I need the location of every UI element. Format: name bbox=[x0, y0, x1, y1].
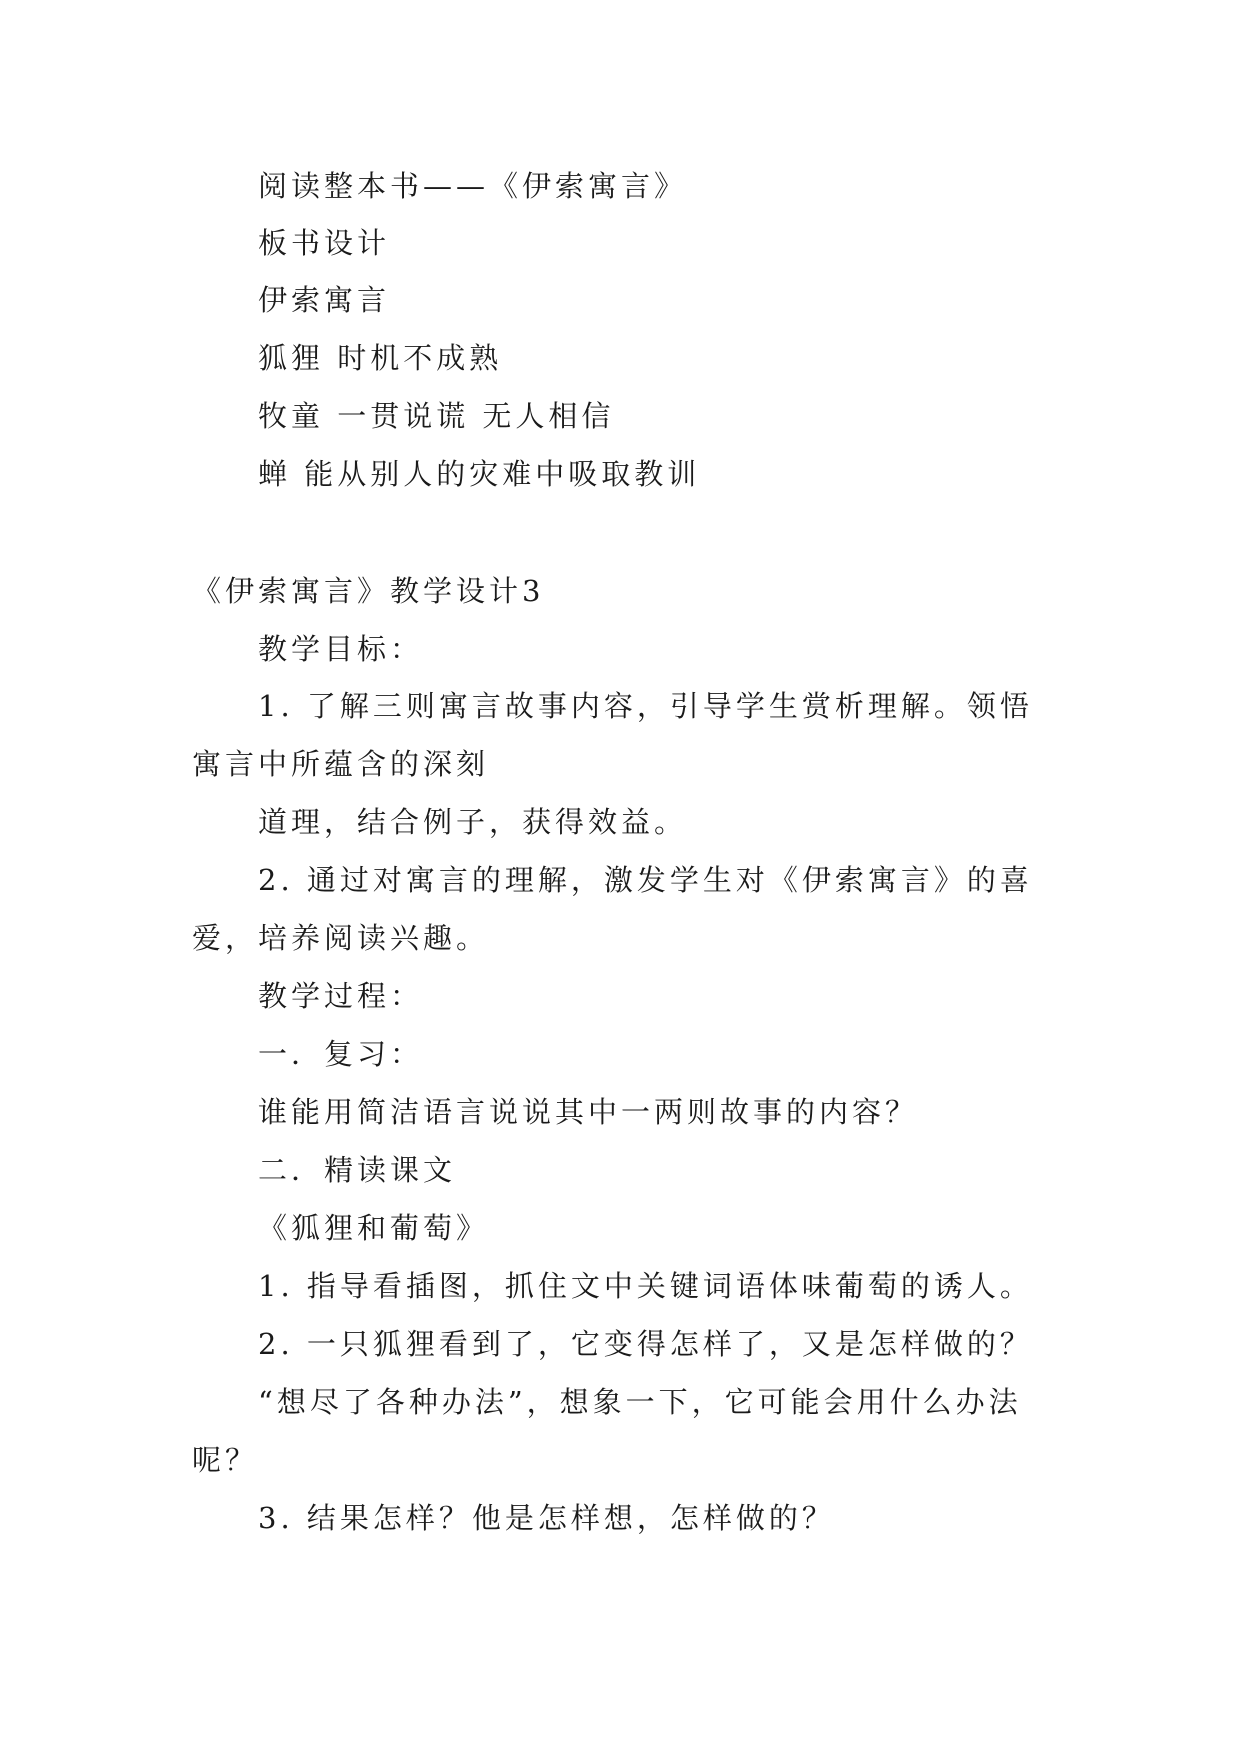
document-title: 《伊索寓言》教学设计3 bbox=[192, 574, 545, 608]
goal-2-line-2: 爱，培养阅读兴趣。 bbox=[192, 921, 490, 955]
step-3: 3. 结果怎样？他是怎样想，怎样做的？ bbox=[258, 1501, 835, 1535]
blackboard-line-fox: 狐狸 时机不成熟 bbox=[258, 341, 503, 375]
review-heading: 一．复习： bbox=[258, 1037, 424, 1071]
step-1: 1. 指导看插图，抓住文中关键词语体味葡萄的诱人。 bbox=[258, 1269, 1033, 1303]
process-heading: 教学过程： bbox=[258, 979, 424, 1013]
step-2: 2. 一只狐狸看到了，它变得怎样了，又是怎样做的？ bbox=[258, 1327, 1033, 1361]
goal-1-line-2: 寓言中所蕴含的深刻 bbox=[192, 747, 490, 781]
step-2-question-line-1: “想尽了各种办法”，想象一下，它可能会用什么办法 bbox=[258, 1385, 1022, 1419]
blackboard-line-shepherd: 牧童 一贯说谎 无人相信 bbox=[258, 399, 615, 433]
step-2-question-line-2: 呢？ bbox=[192, 1443, 259, 1477]
section-heading: 阅读整本书——《伊索寓言》 bbox=[258, 169, 688, 203]
review-question: 谁能用简洁语言说说其中一两则故事的内容？ bbox=[258, 1095, 919, 1129]
close-reading-heading: 二．精读课文 bbox=[258, 1153, 457, 1187]
story-title: 《狐狸和葡萄》 bbox=[258, 1211, 490, 1245]
goal-1-line-1: 1. 了解三则寓言故事内容，引导学生赏析理解。领悟 bbox=[258, 689, 1033, 723]
blackboard-title: 伊索寓言 bbox=[258, 283, 391, 317]
blackboard-design-label: 板书设计 bbox=[258, 226, 391, 260]
blackboard-line-cicada: 蝉 能从别人的灾难中吸取教训 bbox=[258, 457, 701, 491]
goals-heading: 教学目标： bbox=[258, 632, 424, 666]
goal-1-line-3: 道理，结合例子，获得效益。 bbox=[258, 805, 688, 839]
goal-2-line-1: 2. 通过对寓言的理解，激发学生对《伊索寓言》的喜 bbox=[258, 863, 1033, 897]
